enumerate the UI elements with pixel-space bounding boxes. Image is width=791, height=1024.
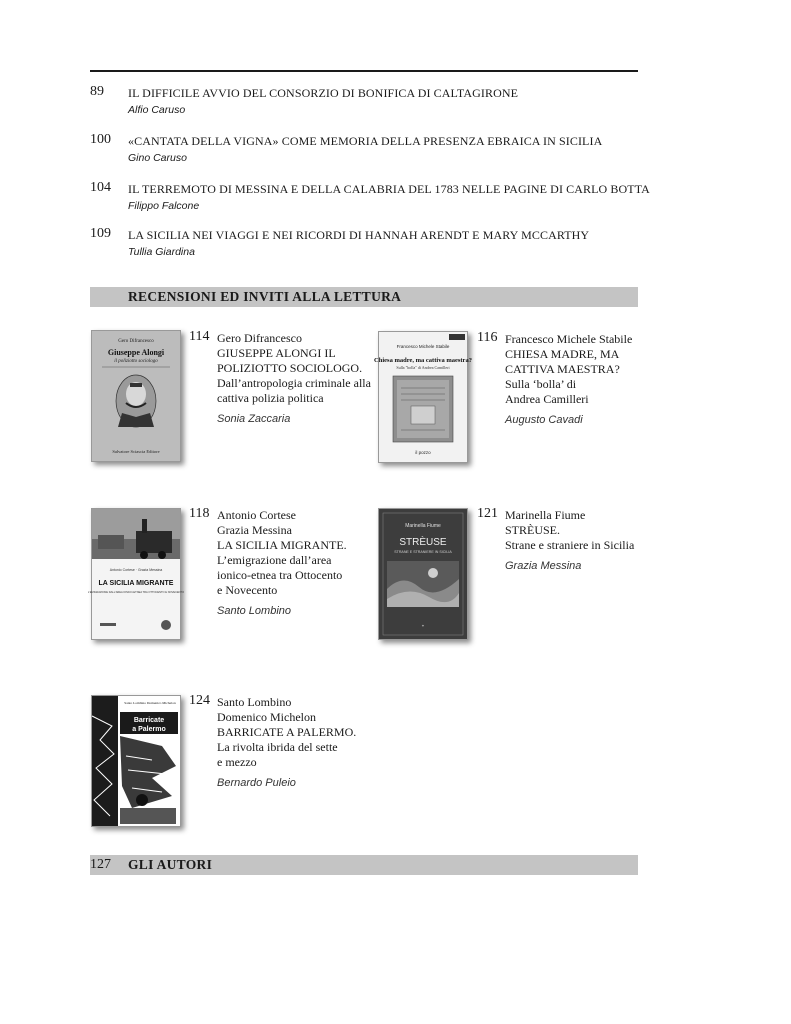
article-author: Tullia Giardina xyxy=(128,246,195,258)
wave-image xyxy=(387,561,459,607)
review-line: cattiva polizia politica xyxy=(217,391,324,405)
review-entry[interactable] xyxy=(189,693,357,791)
section-title: RECENSIONI ED INVITI ALLA LETTURA xyxy=(128,289,402,304)
page-number: 116 xyxy=(477,330,498,345)
article-title: IL DIFFICILE AVVIO DEL CONSORZIO DI BONIFICA DI CALTAGIRONE xyxy=(128,86,519,100)
page-number: 104 xyxy=(90,180,111,195)
review-line: GIUSEPPE ALONGI IL xyxy=(217,346,336,360)
book-cover-art xyxy=(87,509,185,639)
svg-text:a Palermo: a Palermo xyxy=(132,726,166,733)
review-line: Strane e straniere in Sicilia xyxy=(505,538,635,552)
review-entry[interactable] xyxy=(477,330,633,428)
review-line: Dall’antropologia criminale alla xyxy=(217,376,371,390)
book-cover-art xyxy=(379,509,467,639)
portrait-image xyxy=(116,375,156,427)
review-line: Marinella Fiume xyxy=(505,508,586,522)
review-line: Sulla ‘bolla’ di xyxy=(505,377,577,391)
article-author: Filippo Falcone xyxy=(128,200,200,212)
review-line: CHIESA MADRE, MA xyxy=(505,347,620,361)
reviewer-name: Augusto Cavadi xyxy=(505,414,583,426)
article-title: «CANTATA DELLA VIGNA» COME MEMORIA DELLA PRESENZA EBRAICA IN SICILIA xyxy=(128,134,603,148)
review-line: e mezzo xyxy=(217,755,257,769)
review-entry[interactable] xyxy=(189,506,347,619)
review-line: Francesco Michele Stabile xyxy=(505,332,633,346)
cover-subtitle: Sulla "bolla" di Andrea Camilleri xyxy=(396,365,450,370)
book-cover[interactable] xyxy=(91,330,181,462)
page-number: 127 xyxy=(90,857,111,872)
cover-author: Santo Lombino Domenico Michelon xyxy=(124,701,176,705)
book-cover[interactable] xyxy=(91,695,181,827)
review-line: CATTIVA MAESTRA? xyxy=(505,362,620,376)
review-line: LA SICILIA MIGRANTE. xyxy=(217,538,347,552)
train-photo xyxy=(92,509,180,559)
reviewer-name: Bernardo Puleio xyxy=(217,777,296,789)
reviewer-name: Santo Lombino xyxy=(217,605,291,617)
page-number: 118 xyxy=(189,506,210,521)
review-line: POLIZIOTTO SOCIOLOGO. xyxy=(217,361,363,375)
review-line: La rivolta ibrida del sette xyxy=(217,740,338,754)
cover-author: Francesco Michele Stabile xyxy=(396,344,450,349)
review-entry[interactable] xyxy=(477,506,635,574)
top-rule xyxy=(90,70,638,72)
review-entry[interactable] xyxy=(189,329,371,427)
review-line: Andrea Camilleri xyxy=(505,392,589,406)
section-header-authors[interactable] xyxy=(90,855,638,875)
book-cover[interactable] xyxy=(87,508,185,640)
review-line: Grazia Messina xyxy=(217,523,292,537)
cover-author: Marinella Fiume xyxy=(405,523,441,529)
page-number: 89 xyxy=(90,84,104,99)
book-cover[interactable] xyxy=(374,331,472,463)
book-cover-art xyxy=(92,331,180,461)
page-number: 109 xyxy=(90,226,111,241)
review-line: Gero Difrancesco xyxy=(217,331,302,345)
section-title: GLI AUTORI xyxy=(128,857,213,872)
page-number: 100 xyxy=(90,132,111,147)
article-title: LA SICILIA NEI VIAGGI E NEI RICORDI DI HANNAH ARENDT E MARY MCCARTHY xyxy=(128,228,590,242)
cover-title: Barricate xyxy=(133,717,165,724)
cover-subtitle: il poliziotto sociologo xyxy=(114,359,158,364)
cover-publisher: il pozzo xyxy=(415,450,431,455)
page-number: 124 xyxy=(189,693,210,708)
review-line: e Novecento xyxy=(217,583,278,597)
review-line: STRÈUSE. xyxy=(505,523,561,537)
document-image xyxy=(393,376,453,442)
review-line: Santo Lombino xyxy=(217,695,292,709)
article-author: Gino Caruso xyxy=(128,152,187,164)
article-author: Alfio Caruso xyxy=(128,104,186,116)
book-cover[interactable] xyxy=(378,508,468,640)
cover-subtitle: L'EMIGRAZIONE DALL'AREA IONICO-ETNEA TRA OTTOCENTO E NOVECENTO xyxy=(87,591,185,594)
book-cover-art xyxy=(92,696,180,826)
cover-author: Gero Difrancesco xyxy=(118,339,154,344)
reviewer-name: Sonia Zaccaria xyxy=(217,413,291,425)
cover-title: Chiesa madre, ma cattiva maestra? xyxy=(374,357,472,364)
review-line: ionico-etnea tra Ottocento xyxy=(217,568,343,582)
review-line: BARRICATE A PALERMO. xyxy=(217,725,357,739)
review-line: L’emigrazione dall’area xyxy=(217,553,332,567)
cover-subtitle: STRANE E STRANIERE IN SICILIA xyxy=(394,550,452,554)
page-number: 114 xyxy=(189,329,210,344)
cover-publisher: Salvatore Sciascia Editore xyxy=(112,449,160,454)
cover-title: Giuseppe Alongi xyxy=(107,348,165,357)
article-title: IL TERREMOTO DI MESSINA E DELLA CALABRIA DEL 1783 NELLE PAGINE DI CARLO BOTTA xyxy=(128,182,650,196)
review-line: Domenico Michelon xyxy=(217,710,316,724)
review-line: Antonio Cortese xyxy=(217,508,296,522)
book-cover-art xyxy=(374,332,472,462)
svg-text:✦: ✦ xyxy=(421,624,425,628)
page-number: 121 xyxy=(477,506,498,521)
reviewer-name: Grazia Messina xyxy=(505,560,582,572)
cover-title: STRÈUSE xyxy=(399,537,447,548)
cover-author: Antonio Cortese · Grazia Messina xyxy=(109,568,163,572)
section-header xyxy=(90,287,638,307)
cover-title: LA SICILIA MIGRANTE xyxy=(98,580,174,587)
